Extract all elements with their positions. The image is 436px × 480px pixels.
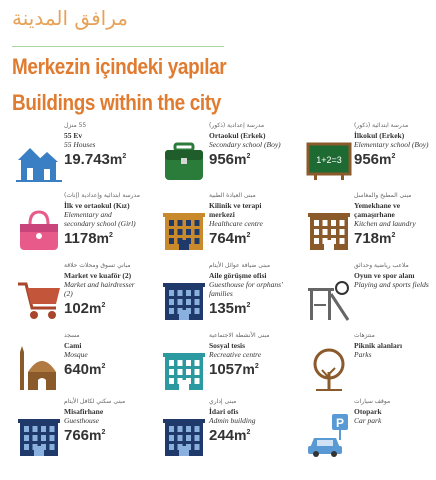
facility-turkish-label: Ortaokul (Erkek) — [209, 131, 266, 140]
facility-area-value: 244 — [209, 427, 235, 444]
facility-turkish-label: İdari ofis — [209, 407, 239, 416]
area-exponent: 2 — [246, 153, 251, 160]
facility-area-value: 135 — [209, 300, 235, 317]
facility-area-value: 1178 — [64, 230, 97, 247]
facility-area-unit: m — [242, 361, 255, 377]
facility-text — [354, 332, 434, 359]
recreation-building-icon — [161, 346, 207, 392]
playground-icon — [306, 276, 352, 322]
facility-arabic-label: مدرسة ابتدائية (ذكور) — [354, 122, 409, 129]
facility-arabic-label: ملاعب رياضية وحدائق — [354, 262, 409, 269]
facility-turkish-label: İlk ve ortaokul (Kız) — [64, 201, 130, 210]
facility-turkish-label: Cami — [64, 341, 82, 350]
facility-turkish-label: Misafirhane — [64, 407, 104, 416]
kitchen-building-icon — [306, 206, 352, 252]
facility-turkish-label: Piknik alanları — [354, 341, 403, 350]
facility-card — [147, 332, 292, 402]
facility-area-unit: m — [234, 151, 247, 167]
facility-area-value: 718 — [354, 230, 380, 247]
facility-card — [2, 332, 147, 402]
facility-english-label: Kitchen and laundry — [354, 219, 416, 228]
area-exponent: 2 — [391, 232, 396, 239]
facility-english-label: Elementary and secondary school (Girl) — [64, 210, 136, 228]
header-english-title: Buildings within the city — [12, 90, 221, 115]
facility-text — [354, 398, 434, 425]
facility-area-unit: m — [234, 427, 247, 443]
facility-arabic-label: مبنى العيادة الطبية — [209, 192, 256, 199]
facility-area-unit: m — [379, 230, 392, 246]
facility-card — [2, 192, 147, 262]
header-turkish-title: Merkezin içindeki yapılar — [12, 54, 227, 79]
facility-arabic-label: مدرسة إعدادية (ذكور) — [209, 122, 265, 129]
facility-english-label: Mosque — [64, 350, 88, 359]
facility-arabic-label: مبنى الأنشطة الاجتماعية — [209, 332, 270, 339]
facility-arabic-label: مباني تسوق ومحلات حلاقة — [64, 262, 131, 269]
facility-area-value: 764 — [209, 230, 235, 247]
tree-icon — [306, 346, 352, 392]
area-exponent: 2 — [391, 153, 396, 160]
area-exponent: 2 — [122, 153, 127, 160]
facility-text — [354, 192, 434, 247]
facility-area-unit: m — [96, 230, 109, 246]
facility-text — [209, 122, 289, 168]
facility-area — [64, 151, 144, 168]
facility-area — [209, 151, 289, 168]
facility-english-label: Parks — [354, 350, 372, 359]
facility-arabic-label: مبنى ضيافة عوائل الأيتام — [209, 262, 271, 269]
guesthouse-icon — [16, 412, 62, 458]
area-exponent: 2 — [101, 363, 106, 370]
facility-area-value: 19.743 — [64, 151, 110, 168]
facility-card — [292, 192, 436, 262]
area-exponent: 2 — [254, 363, 259, 370]
facility-area — [209, 230, 289, 247]
facility-area-value: 1057 — [209, 361, 243, 378]
facility-area-unit: m — [109, 151, 123, 167]
houses-icon — [16, 136, 62, 182]
facility-english-label: Elementary school (Boy) — [354, 140, 429, 149]
handbag-icon — [16, 206, 62, 252]
facility-english-label: Admin building — [209, 416, 256, 425]
facility-area — [209, 361, 289, 378]
chalkboard-icon — [306, 136, 352, 182]
facility-text — [64, 332, 144, 378]
facility-text — [354, 262, 434, 289]
facility-card — [147, 122, 292, 192]
area-exponent: 2 — [101, 429, 106, 436]
facility-text — [64, 262, 144, 317]
facility-area-unit: m — [89, 300, 102, 316]
facility-text — [209, 332, 289, 378]
facility-english-label: Car park — [354, 416, 382, 425]
facility-turkish-label: 55 Ev — [64, 131, 83, 140]
facility-area-unit: m — [234, 230, 247, 246]
facility-area — [209, 427, 289, 444]
facility-arabic-label: مبنى المطبخ والمغاسل — [354, 192, 412, 199]
header-arabic-title: مرافق المدينة — [12, 6, 128, 30]
facility-turkish-label: Kilinik ve terapi merkezi — [209, 201, 262, 219]
facility-card — [292, 398, 436, 468]
facility-area — [64, 427, 144, 444]
facility-area-unit: m — [89, 427, 102, 443]
admin-building-icon — [161, 412, 207, 458]
facility-english-label: Playing and sports fields — [354, 280, 429, 289]
facility-text — [64, 192, 144, 247]
facility-area-value: 956 — [209, 151, 235, 168]
facility-arabic-label: مبنى سكني لكافل الأيتام — [64, 398, 126, 405]
facility-turkish-label: Market ve kuaför (2) — [64, 271, 132, 280]
facility-text — [209, 262, 289, 317]
chalkboard-text: 1+2=3 — [316, 155, 342, 165]
facility-english-label: Guesthouse — [64, 416, 99, 425]
shopping-cart-icon — [16, 276, 62, 322]
facility-english-label: Secondary school (Boy) — [209, 140, 281, 149]
facility-text — [64, 122, 144, 168]
facility-english-label: Recreative centre — [209, 350, 262, 359]
facility-area-value: 956 — [354, 151, 380, 168]
facility-turkish-label: Otopark — [354, 407, 382, 416]
facility-area-value: 766 — [64, 427, 90, 444]
facility-english-label: Market and hairdresser (2) — [64, 280, 135, 298]
car-park-icon — [306, 412, 352, 458]
facility-text — [209, 192, 289, 247]
facility-area-value: 102 — [64, 300, 90, 317]
facility-arabic-label: مبنى إداري — [209, 398, 237, 405]
facility-arabic-label: 55 منزل — [64, 122, 87, 129]
facility-english-label: Healthcare centre — [209, 219, 263, 228]
facility-text — [64, 398, 144, 444]
facility-turkish-label: İlkokul (Erkek) — [354, 131, 405, 140]
facility-area — [209, 300, 289, 317]
facility-area — [354, 151, 434, 168]
facility-arabic-label: مدرسة ابتدائية وإعدادية (إناث) — [64, 192, 140, 199]
facility-english-label: Guesthouse for orphans' families — [209, 280, 283, 298]
facility-turkish-label: Aile görüşme ofisi — [209, 271, 267, 280]
facility-area-unit: m — [89, 361, 102, 377]
school-bag-icon — [161, 136, 207, 182]
facility-turkish-label: Oyun ve spor alanı — [354, 271, 415, 280]
area-exponent: 2 — [109, 232, 113, 239]
facility-area-unit: m — [379, 151, 392, 167]
facility-arabic-label: مسجد — [64, 332, 80, 339]
facility-card — [2, 122, 147, 192]
facility-card — [2, 262, 147, 332]
facility-text — [354, 122, 434, 168]
facility-turkish-label: Sosyal tesis — [209, 341, 246, 350]
area-exponent: 2 — [101, 302, 106, 309]
area-exponent: 2 — [246, 232, 251, 239]
guesthouse-building-icon — [161, 276, 207, 322]
facility-area-value: 640 — [64, 361, 90, 378]
facility-area — [64, 230, 144, 247]
facility-card — [147, 262, 292, 332]
facility-turkish-label: Yemekhane ve çamaşırhane — [354, 201, 401, 219]
facility-card — [292, 122, 436, 192]
area-exponent: 2 — [246, 429, 251, 436]
facility-english-label: 55 Houses — [64, 140, 96, 149]
facility-card — [2, 398, 147, 468]
facility-area — [64, 300, 144, 317]
facility-card — [147, 192, 292, 262]
facility-arabic-label: موقف سيارات — [354, 398, 391, 405]
facility-area — [354, 230, 434, 247]
facility-card — [147, 398, 292, 468]
facility-card — [292, 332, 436, 402]
facility-arabic-label: منتزهات — [354, 332, 375, 339]
facility-card — [292, 262, 436, 332]
header-divider — [12, 46, 224, 47]
facility-area-unit: m — [234, 300, 247, 316]
mosque-icon — [16, 346, 62, 392]
facility-area — [64, 361, 144, 378]
area-exponent: 2 — [246, 302, 251, 309]
clinic-building-icon — [161, 206, 207, 252]
facility-text — [209, 398, 289, 444]
parking-sign-text: P — [335, 416, 345, 430]
